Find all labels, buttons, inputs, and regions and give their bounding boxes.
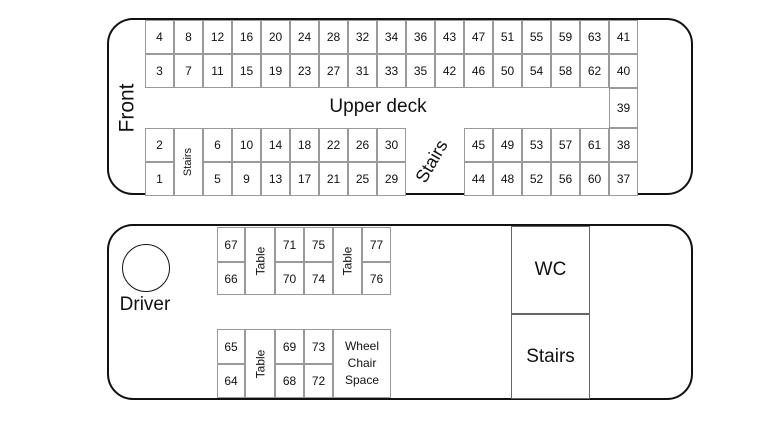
- seat[interactable]: 24: [290, 20, 319, 54]
- table: [333, 227, 362, 295]
- seat[interactable]: 57: [551, 128, 580, 162]
- seat[interactable]: 21: [319, 162, 348, 196]
- seat[interactable]: 34: [377, 20, 406, 54]
- seat[interactable]: 42: [435, 54, 464, 88]
- seat[interactable]: 3: [145, 54, 174, 88]
- wheelchair-space-label: Chair: [347, 356, 377, 370]
- seat[interactable]: 14: [261, 128, 290, 162]
- seat[interactable]: 69: [275, 329, 304, 364]
- seat[interactable]: 61: [580, 128, 609, 162]
- seat[interactable]: 32: [348, 20, 377, 54]
- seat[interactable]: 63: [580, 20, 609, 54]
- table-label: Table: [340, 246, 355, 276]
- stairs-label: Stairs: [411, 135, 452, 186]
- seat[interactable]: 39: [609, 88, 638, 128]
- seat[interactable]: 9: [232, 162, 261, 196]
- wheelchair-space-label: Space: [344, 373, 380, 387]
- seat[interactable]: 48: [493, 162, 522, 196]
- seat[interactable]: 40: [609, 54, 638, 88]
- stairs-label: Stairs: [182, 147, 195, 177]
- seat[interactable]: 64: [217, 364, 245, 398]
- seat[interactable]: 47: [464, 20, 493, 54]
- stairs-upper-area: [404, 135, 460, 186]
- seat[interactable]: 58: [551, 54, 580, 88]
- seat[interactable]: 8: [174, 20, 203, 54]
- seat[interactable]: 33: [377, 54, 406, 88]
- seat[interactable]: 28: [319, 20, 348, 54]
- lower-deck: [107, 224, 693, 400]
- seat[interactable]: 59: [551, 20, 580, 54]
- seat[interactable]: 74: [304, 262, 333, 295]
- wheelchair-space-label: Wheel: [344, 339, 379, 353]
- seat[interactable]: 65: [217, 329, 245, 364]
- seat[interactable]: 17: [290, 162, 319, 196]
- seat[interactable]: 29: [377, 162, 406, 196]
- seat[interactable]: 51: [493, 20, 522, 54]
- seat[interactable]: 19: [261, 54, 290, 88]
- seat[interactable]: 27: [319, 54, 348, 88]
- stairs-lower: Stairs: [511, 314, 590, 399]
- seat[interactable]: 73: [304, 329, 333, 364]
- seat[interactable]: 18: [290, 128, 319, 162]
- seat[interactable]: 75: [304, 227, 333, 262]
- seat[interactable]: 36: [406, 20, 435, 54]
- seat[interactable]: 54: [522, 54, 551, 88]
- seat[interactable]: 10: [232, 128, 261, 162]
- seat[interactable]: 30: [377, 128, 406, 162]
- seat[interactable]: 25: [348, 162, 377, 196]
- seat[interactable]: 12: [203, 20, 232, 54]
- table: [245, 329, 275, 398]
- seat[interactable]: 23: [290, 54, 319, 88]
- seat[interactable]: 26: [348, 128, 377, 162]
- seat[interactable]: 72: [304, 364, 333, 398]
- wheelchair-space: [333, 329, 391, 398]
- front-label: Front: [115, 83, 139, 133]
- seat[interactable]: 45: [464, 128, 493, 162]
- table-label: Table: [253, 349, 267, 378]
- seat[interactable]: 49: [493, 128, 522, 162]
- seat[interactable]: 52: [522, 162, 551, 196]
- seat[interactable]: 44: [464, 162, 493, 196]
- seat[interactable]: 6: [203, 128, 232, 162]
- seat[interactable]: 53: [522, 128, 551, 162]
- seat[interactable]: 71: [275, 227, 304, 262]
- table-label: Table: [253, 246, 267, 276]
- seat[interactable]: 11: [203, 54, 232, 88]
- upper-deck-title: Upper deck: [329, 96, 427, 117]
- seat[interactable]: 2: [145, 128, 174, 162]
- seat[interactable]: 7: [174, 54, 203, 88]
- driver-label: Driver: [119, 294, 171, 315]
- seat[interactable]: 50: [493, 54, 522, 88]
- seat[interactable]: 22: [319, 128, 348, 162]
- seat[interactable]: 4: [145, 20, 174, 54]
- seat[interactable]: 62: [580, 54, 609, 88]
- seat[interactable]: 16: [232, 20, 261, 54]
- seat[interactable]: 13: [261, 162, 290, 196]
- seat[interactable]: 1: [145, 162, 174, 196]
- seat[interactable]: 5: [203, 162, 232, 196]
- seat[interactable]: 77: [362, 227, 391, 262]
- stairs-upper-small: [174, 128, 203, 196]
- seat[interactable]: 76: [362, 262, 391, 295]
- seat[interactable]: 20: [261, 20, 290, 54]
- seat[interactable]: 68: [275, 364, 304, 398]
- seat[interactable]: 60: [580, 162, 609, 196]
- seat[interactable]: 35: [406, 54, 435, 88]
- front-label-wrap: [100, 83, 156, 133]
- seat[interactable]: 15: [232, 54, 261, 88]
- wc-room: WC: [511, 226, 590, 314]
- seat[interactable]: 66: [217, 262, 245, 295]
- table: [245, 227, 275, 295]
- seat[interactable]: 56: [551, 162, 580, 196]
- seat[interactable]: 55: [522, 20, 551, 54]
- seat[interactable]: 41: [609, 20, 638, 54]
- seat[interactable]: 70: [275, 262, 304, 295]
- seat[interactable]: 37: [609, 162, 638, 196]
- steering-wheel-icon: [122, 244, 170, 292]
- seat[interactable]: 38: [609, 128, 638, 162]
- seat[interactable]: 67: [217, 227, 245, 262]
- seat[interactable]: 43: [435, 20, 464, 54]
- seat[interactable]: 31: [348, 54, 377, 88]
- seat[interactable]: 46: [464, 54, 493, 88]
